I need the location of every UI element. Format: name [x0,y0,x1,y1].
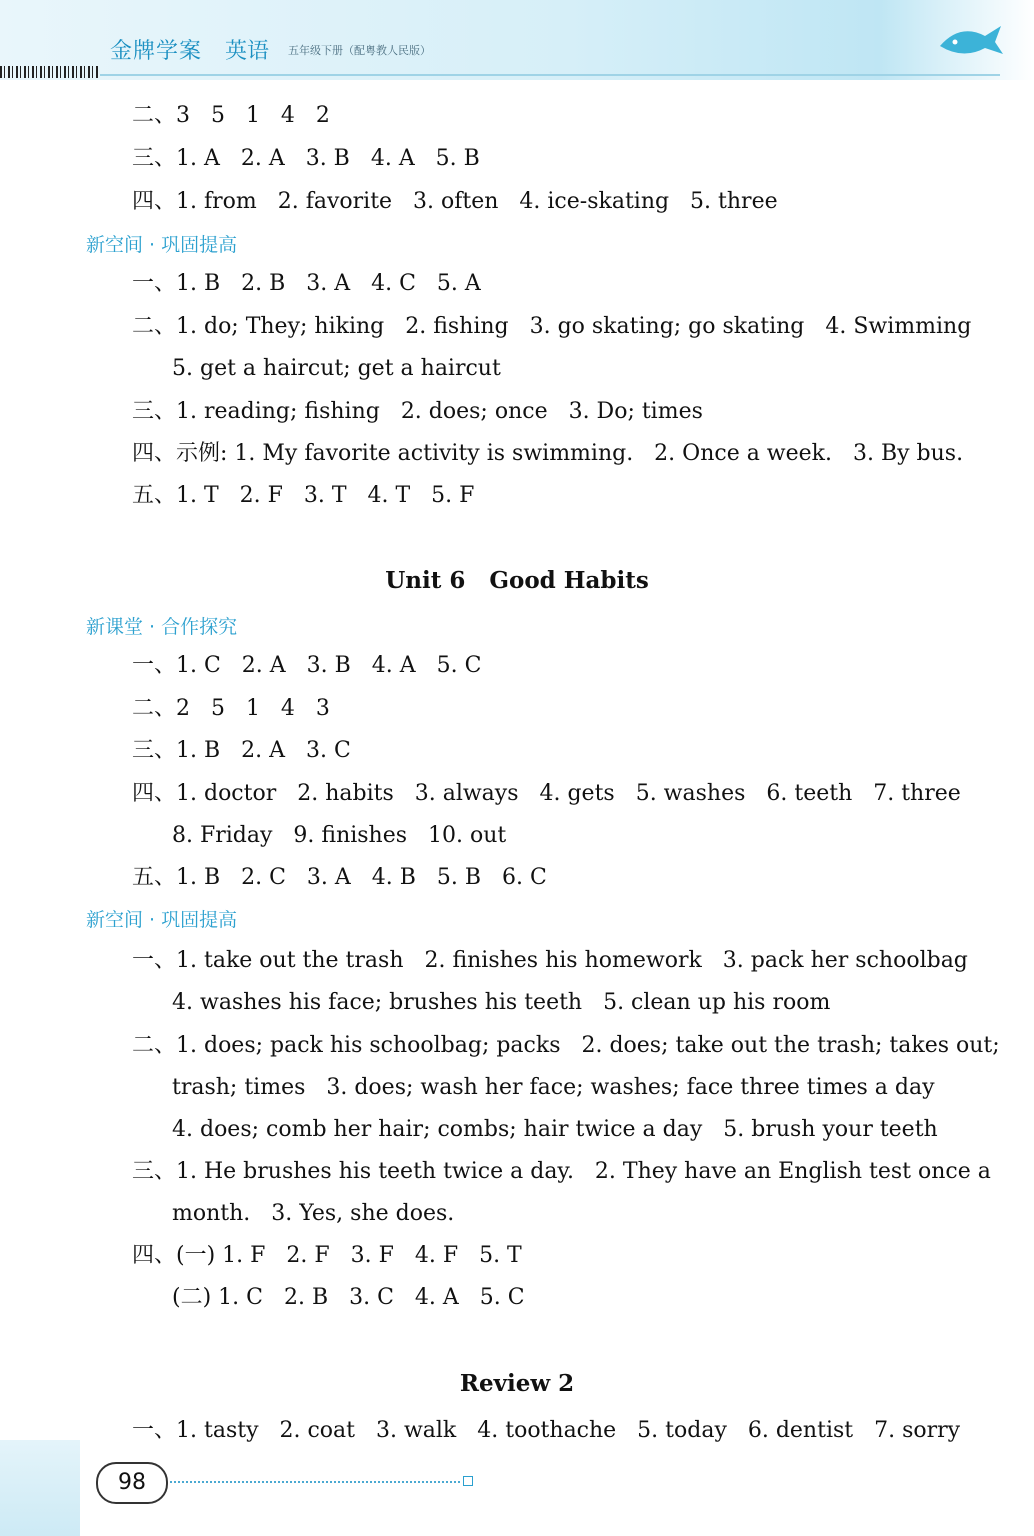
answer-line: 三、1. A 2. A 3. B 4. A 5. B [132,146,480,171]
fish-logo-icon [935,18,1005,58]
review-heading: Review 2 [459,1370,575,1397]
answer-line: 二、3 5 1 4 2 [132,103,330,128]
section-label: 新空间 · 巩固提高 [86,909,238,931]
answer-line: 三、1. He brushes his teeth twice a day. 2. They have an English test once a [132,1159,991,1184]
answer-line: 三、1. B 2. A 3. C [132,738,351,763]
answer-line: 8. Friday 9. finishes 10. out [172,823,507,848]
answer-line: 三、1. reading; fishing 2. does; once 3. Do; times [132,399,703,424]
answer-line: 五、1. T 2. F 3. T 4. T 5. F [132,483,475,508]
subject-label: 英语 [225,39,270,64]
footer-side-band [0,1440,80,1536]
answer-line: 4. does; comb her hair; combs; hair twice a day 5. brush your teeth [172,1117,938,1142]
answer-line: 4. washes his face; brushes his teeth 5. clean up his room [172,990,831,1015]
grade-label: 五年级下册（配粤教人民版） [288,44,431,57]
answer-line: 四、1. doctor 2. habits 3. always 4. gets 5. washes 6. teeth 7. three [132,781,961,806]
page-header [0,0,1034,80]
answer-line: 四、1. from 2. favorite 3. often 4. ice-skating 5. three [132,189,778,214]
answer-line: 二、1. do; They; hiking 2. fishing 3. go skating; go skating 4. Swimming [132,314,972,339]
answer-line: month. 3. Yes, she does. [172,1201,455,1226]
answer-line: 二、1. does; pack his schoolbag; packs 2. does; take out the trash; takes out; [132,1033,1000,1058]
answer-line: 四、(一) 1. F 2. F 3. F 4. F 5. T [132,1243,522,1268]
answer-line: trash; times 3. does; wash her face; washes; face three times a day [172,1075,935,1100]
section-label: 新空间 · 巩固提高 [86,234,238,256]
answer-line: (二) 1. C 2. B 3. C 4. A 5. C [172,1285,525,1310]
answer-line: 一、1. take out the trash 2. finishes his homework 3. pack her schoolbag [132,948,968,973]
answer-line: 一、1. C 2. A 3. B 4. A 5. C [132,653,482,678]
section-label: 新课堂 · 合作探究 [86,616,238,638]
barcode-strip [0,66,100,78]
answer-line: 一、1. tasty 2. coat 3. walk 4. toothache 5. today 6. dentist 7. sorry [132,1418,961,1443]
page-number: 98 [96,1462,168,1504]
answer-line: 四、示例: 1. My favorite activity is swimming. 2. Once a week. 3. By bus. [132,441,964,466]
footer-square-icon [463,1476,473,1486]
footer-dotted-line [170,1481,460,1483]
answer-line: 5. get a haircut; get a haircut [172,356,501,381]
book-title: 金牌学案 [110,39,203,64]
answer-line: 五、1. B 2. C 3. A 4. B 5. B 6. C [132,865,547,890]
answer-line: 一、1. B 2. B 3. A 4. C 5. A [132,271,481,296]
unit-heading: Unit 6 Good Habits [385,567,649,594]
header-divider [100,74,1000,76]
answer-line: 二、2 5 1 4 3 [132,696,330,721]
